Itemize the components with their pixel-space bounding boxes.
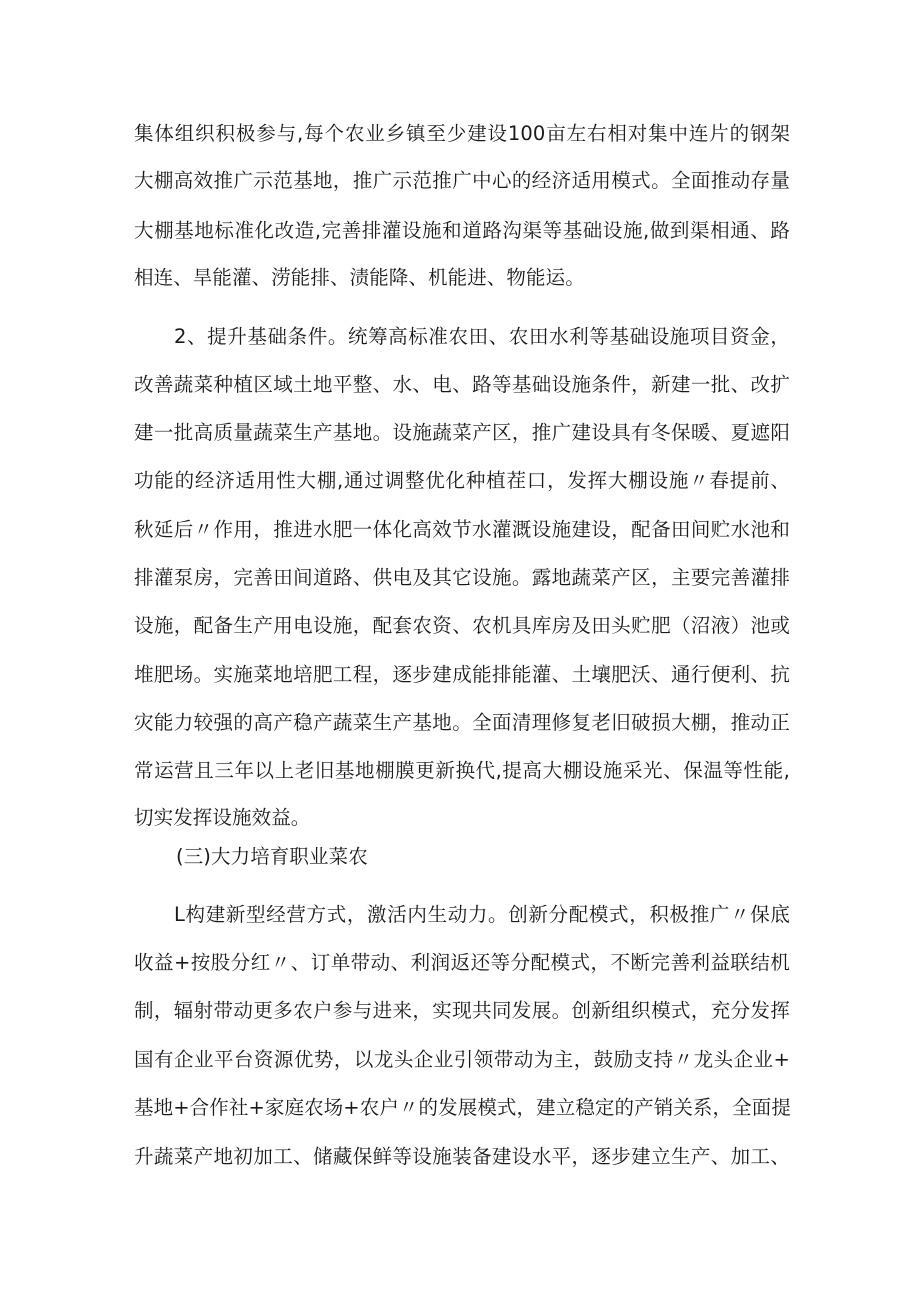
text-line: 切实发挥设施效益。 [134,806,311,829]
text-line: 排灌泵房，完善田间道路、供电及其它设施。露地蔬菜产区，主要完善灌排 [134,566,790,589]
section-heading: (三)大力培育职业菜农 [176,845,368,868]
text-line: 升蔬菜产地初加工、储藏保鲜等设施装备建设水平，逐步建立生产、加工、 [134,1145,790,1168]
text-line: 大棚基地标准化改造,完善排灌设施和道路沟渠等基础设施,做到渠相通、路 [134,219,790,242]
text-line: 堆肥场。实施菜地培肥工程，逐步建成能排能灌、土壤肥沃、通行便利、抗 [134,663,790,686]
text-line: L构建新型经营方式，激活内生动力。创新分配模式，积极推广〃保底 [174,903,790,926]
text-line: 相连、旱能灌、涝能排、渍能降、机能进、物能运。 [134,266,585,289]
text-line: 2、提升基础条件。统筹高标准农田、农田水利等基础设施项目资金， [174,325,790,348]
text-line: 基地+合作社+家庭农场+农户〃的发展模式，建立稳定的产销关系，全面提 [134,1096,791,1119]
text-line: 常运营且三年以上老旧基地棚膜更新换代,提高大棚设施采光、保温等性能, [134,759,790,782]
text-line: 集体组织积极参与,每个农业乡镇至少建设100亩左右相对集中连片的钢架 [134,122,790,145]
text-line: 灾能力较强的高产稳产蔬菜生产基地。全面清理修复老旧破损大棚，推动正 [134,711,790,734]
text-line: 收益+按股分红〃、订单带动、利润返还等分配模式，不断完善利益联结机 [134,951,790,974]
text-line: 制，辐射带动更多农户参与进来，实现共同发展。创新组织模式，充分发挥 [134,999,790,1022]
text-line: 功能的经济适用性大棚,通过调整优化种植茬口，发挥大棚设施〃春提前、 [134,469,790,492]
text-line: 秋延后〃作用，推进水肥一体化高效节水灌溉设施建设，配备田间贮水池和 [134,518,790,541]
text-line: 建一批高质量蔬菜生产基地。设施蔬菜产区，推广建设具有冬保暖、夏遮阳 [134,421,790,444]
text-line: 改善蔬菜种植区域土地平整、水、电、路等基础设施条件，新建一批、改扩 [134,373,790,396]
text-line: 大棚高效推广示范基地，推广示范推广中心的经济适用模式。全面推动存量 [134,169,790,192]
text-line: 国有企业平台资源优势，以龙头企业引领带动为主，鼓励支持〃龙头企业+ [134,1048,790,1071]
text-line: 设施，配备生产用电设施，配套农资、农机具库房及田头贮肥（沼液）池或 [134,614,790,637]
